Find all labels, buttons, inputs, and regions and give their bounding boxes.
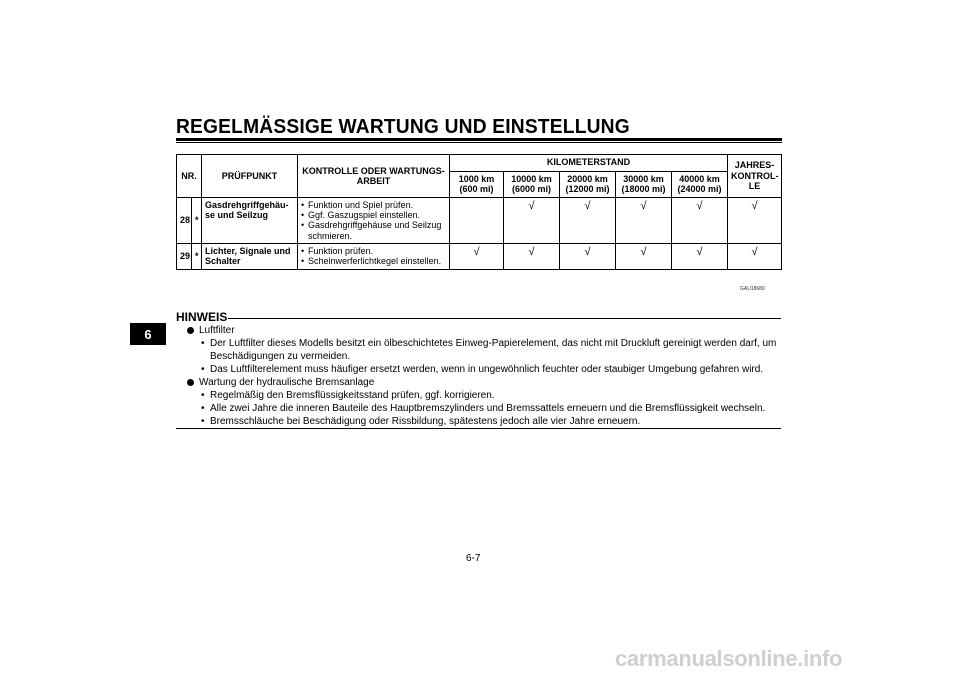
row-mark: * <box>192 197 202 243</box>
col-work: KONTROLLE ODER WARTUNGS-ARBEIT <box>298 155 450 198</box>
note-heading: HINWEIS <box>176 310 228 324</box>
col-nr: NR. <box>177 155 202 198</box>
col-interval-3: 20000 km (12000 mi) <box>560 172 616 198</box>
task-item: • Funktion und Spiel prüfen. <box>301 200 446 210</box>
table-code: GAU18680 <box>740 286 765 292</box>
title-rule <box>176 138 782 141</box>
title-rule-thin <box>176 142 782 143</box>
table-row <box>177 197 782 243</box>
check-cell: √ <box>728 244 782 270</box>
check-cell: √ <box>450 244 504 270</box>
task-item: • Ggf. Gaszugspiel einstellen. <box>301 210 446 220</box>
table-row <box>177 244 782 270</box>
check-cell: √ <box>672 244 728 270</box>
check-cell: √ <box>672 197 728 243</box>
page-number: 6-7 <box>466 553 481 564</box>
note-bullet: • Alle zwei Jahre die inneren Bauteile des Hauptbremszylinders und Bremssattels erneuern und die Bremsflüssigkeit wechseln. <box>186 402 780 415</box>
note-bullet: • Bremsschläuche bei Beschädigung oder Rissbildung, spätestens jedoch alle vier Jahre erneuern. <box>186 415 780 428</box>
check-cell: √ <box>560 197 616 243</box>
note-section-title: Luftfilter <box>186 324 780 337</box>
chapter-tab[interactable]: 6 <box>130 323 166 345</box>
row-mark: * <box>192 244 202 270</box>
row-item: Gasdrehgriffgehäu-se und Seilzug <box>202 197 298 243</box>
note-section-title: Wartung der hydraulische Bremsanlage <box>186 376 780 389</box>
check-cell: √ <box>616 197 672 243</box>
task-item: • Scheinwerferlichtkegel einstellen. <box>301 256 446 266</box>
col-annual: JAHRES-KONTROL-LE <box>728 155 782 198</box>
note-bullet: • Regelmäßig den Bremsflüssigkeitsstand prüfen, ggf. korrigieren. <box>186 389 780 402</box>
check-cell: √ <box>560 244 616 270</box>
check-cell: √ <box>728 197 782 243</box>
note-bullet: • Das Luftfilterelement muss häufiger ersetzt werden, wenn in ungewöhnlich feuchter oder staubiger Umgebung gefahren wird. <box>186 363 780 376</box>
check-cell: √ <box>616 244 672 270</box>
row-nr: 29 <box>177 244 192 270</box>
col-odometer-group: KILOMETERSTAND <box>450 155 728 172</box>
row-tasks <box>298 197 450 243</box>
task-item: • Gasdrehgriffgehäuse und Seilzug schmieren. <box>301 220 446 241</box>
note-section-air-filter <box>186 324 780 376</box>
maintenance-table <box>176 154 782 270</box>
col-interval-2: 10000 km (6000 mi) <box>504 172 560 198</box>
check-cell: √ <box>504 244 560 270</box>
note-end-rule <box>176 428 781 429</box>
page-title: REGELMÄSSIGE WARTUNG UND EINSTELLUNG <box>176 116 630 138</box>
check-cell: √ <box>504 197 560 243</box>
col-interval-1: 1000 km (600 mi) <box>450 172 504 198</box>
task-item: • Funktion prüfen. <box>301 246 446 256</box>
note-rule <box>228 318 781 319</box>
watermark[interactable]: carmanualsonline.info <box>615 646 843 671</box>
note-section-brakes <box>186 376 780 428</box>
col-item: PRÜFPUNKT <box>202 155 298 198</box>
row-item: Lichter, Signale und Schalter <box>202 244 298 270</box>
row-tasks <box>298 244 450 270</box>
note-bullet: • Der Luftfilter dieses Modells besitzt ein ölbeschichtetes Einweg-Papierelement, das nicht mit Druckluft gereinigt werden darf, um Beschädigungen zu vermeiden. <box>186 337 780 363</box>
row-nr: 28 <box>177 197 192 243</box>
check-cell <box>450 197 504 243</box>
col-interval-4: 30000 km (18000 mi) <box>616 172 672 198</box>
note-body <box>186 324 780 428</box>
col-interval-5: 40000 km (24000 mi) <box>672 172 728 198</box>
